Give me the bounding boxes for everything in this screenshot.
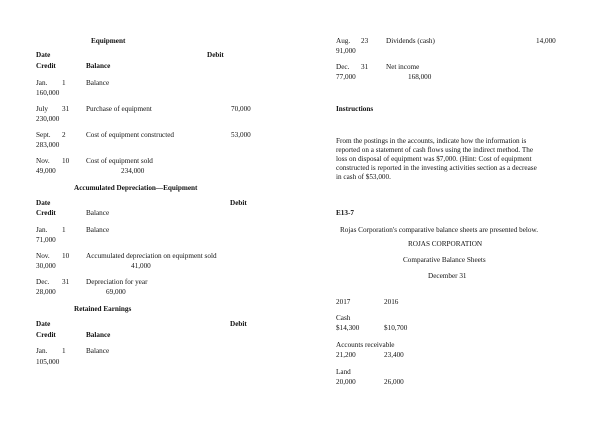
equipment-row-4-balance: 234,000 <box>121 167 145 175</box>
accum-row-2-date: Nov. <box>36 252 50 260</box>
equipment-row-1-credit: 160,000 <box>36 89 60 97</box>
retained-header-balance: Balance <box>86 331 111 339</box>
equipment-row-3-date: Sept. <box>36 131 51 139</box>
equipment-row-2-debit: 70,000 <box>231 105 251 113</box>
item-cash-2016: $10,700 <box>384 324 408 332</box>
accum-title: Accumulated Depreciation—Equipment <box>74 184 198 192</box>
item-cash-label: Cash <box>336 314 351 322</box>
accum-row-3-balance: 69,000 <box>106 288 126 296</box>
accum-header-debit: Debit <box>230 199 247 207</box>
accum-row-1-credit: 71,000 <box>36 236 56 244</box>
re-row-2-credit: 91,000 <box>336 47 356 55</box>
accum-row-2-credit: 30,000 <box>36 262 56 270</box>
equipment-row-4-desc: Cost of equipment sold <box>86 157 153 165</box>
equipment-row-2-desc: Purchase of equipment <box>86 105 152 113</box>
statement-name: Comparative Balance Sheets <box>403 256 486 264</box>
accum-header-balance: Balance <box>86 209 110 217</box>
retained-row-1-date: Jan. <box>36 347 48 355</box>
retained-row-1-credit: 105,000 <box>36 358 60 366</box>
accum-row-3-day: 31 <box>62 278 70 286</box>
re-row-3-desc: Net income <box>386 63 420 71</box>
equipment-row-1-day: 1 <box>62 79 66 87</box>
re-row-2-desc: Dividends (cash) <box>386 37 435 45</box>
equipment-row-1-desc: Balance <box>86 79 110 87</box>
accum-row-2-day: 10 <box>62 252 70 260</box>
accum-row-1-day: 1 <box>62 226 66 234</box>
year-2016-header: 2016 <box>384 298 399 306</box>
company-name: ROJAS CORPORATION <box>408 240 483 248</box>
accum-row-1-desc: Balance <box>86 226 110 234</box>
equipment-title: Equipment <box>91 37 126 45</box>
item-ar-label: Accounts receivable <box>336 341 395 349</box>
accum-row-3-desc: Depreciation for year <box>86 278 148 286</box>
retained-header-credit: Credit <box>36 331 56 339</box>
instructions-heading: Instructions <box>336 105 374 113</box>
equipment-header-balance: Balance <box>86 62 111 70</box>
re-row-3-day: 31 <box>361 63 369 71</box>
equipment-row-2-day: 31 <box>62 105 70 113</box>
equipment-row-3-desc: Cost of equipment constructed <box>86 131 175 139</box>
item-land-label: Land <box>336 368 351 376</box>
item-cash-2017: $14,300 <box>336 324 360 332</box>
equipment-row-3-credit: 283,000 <box>36 141 60 149</box>
equipment-row-4-credit: 49,000 <box>36 167 56 175</box>
instructions-line-2: reported on a statement of cash flows using the indirect method. The <box>336 146 534 154</box>
item-ar-2017: 21,200 <box>336 351 356 359</box>
instructions-line-1: From the postings in the accounts, indicate how the information is <box>336 137 527 145</box>
equipment-header-debit: Debit <box>207 51 224 59</box>
statement-date: December 31 <box>428 272 467 280</box>
re-row-3-date: Dec. <box>336 63 350 71</box>
equipment-header-credit: Credit <box>36 62 56 70</box>
exercise-id: E13-7 <box>336 209 354 217</box>
equipment-row-3-debit: 53,000 <box>231 131 251 139</box>
accum-row-3-date: Dec. <box>36 278 50 286</box>
accum-row-2-desc: Accumulated depreciation on equipment sold <box>86 252 217 260</box>
accum-row-2-balance: 41,000 <box>131 262 151 270</box>
retained-row-1-day: 1 <box>62 347 66 355</box>
instructions-line-3: loss on disposal of equipment was $7,000. (Hint: Cost of equipment <box>336 155 532 163</box>
exercise-intro: Rojas Corporation's comparative balance sheets are presented below. <box>340 226 539 234</box>
instructions-line-5: in cash of $53,000. <box>336 173 391 181</box>
item-land-2016: 26,000 <box>384 378 404 386</box>
item-land-2017: 20,000 <box>336 378 356 386</box>
item-ar-2016: 23,400 <box>384 351 404 359</box>
accum-row-3-credit: 28,000 <box>36 288 56 296</box>
equipment-header-date: Date <box>36 51 51 59</box>
retained-row-1-desc: Balance <box>86 347 110 355</box>
equipment-row-2-date: July <box>36 105 48 113</box>
equipment-row-3-day: 2 <box>62 131 66 139</box>
re-row-3-credit: 77,000 <box>336 73 356 81</box>
re-row-2-day: 23 <box>361 37 369 45</box>
re-row-2-debit: 14,000 <box>536 37 556 45</box>
accum-header-credit: Credit <box>36 209 56 217</box>
equipment-row-1-date: Jan. <box>36 79 48 87</box>
re-row-3-balance: 168,000 <box>408 73 432 81</box>
year-2017-header: 2017 <box>336 298 351 306</box>
retained-header-debit: Debit <box>230 320 247 328</box>
retained-title: Retained Earnings <box>74 305 132 313</box>
instructions-line-4: constructed is reported in the investing activities section as a decrease <box>336 164 537 172</box>
equipment-row-4-day: 10 <box>62 157 70 165</box>
retained-header-date: Date <box>36 320 51 328</box>
re-row-2-date: Aug. <box>336 37 351 45</box>
accum-header-date: Date <box>36 199 51 207</box>
accum-row-1-date: Jan. <box>36 226 48 234</box>
equipment-row-2-credit: 230,000 <box>36 115 60 123</box>
equipment-row-4-date: Nov. <box>36 157 50 165</box>
